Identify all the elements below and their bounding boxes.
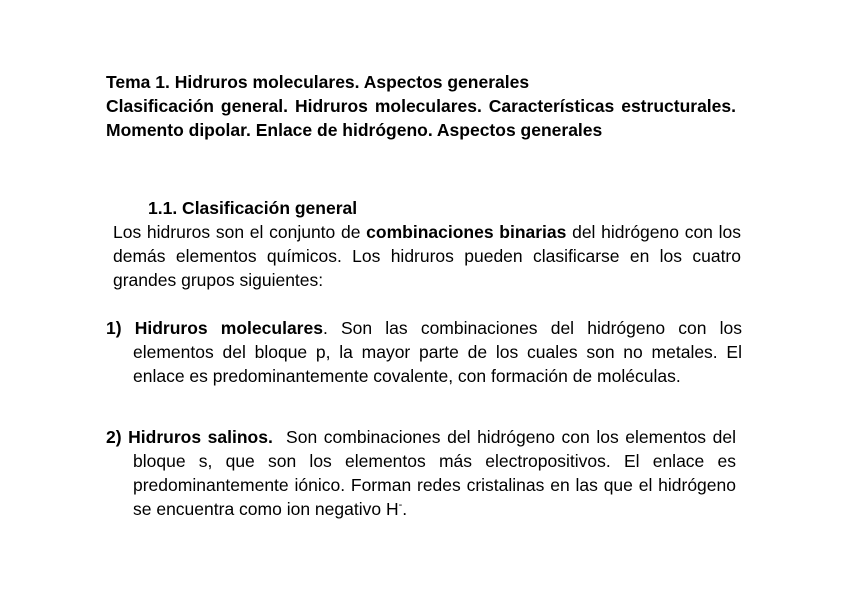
intro-text-start: Los hidruros son el conjunto de (113, 222, 367, 242)
list-item-ending: . (402, 499, 408, 519)
superscript-charge: - (398, 499, 403, 511)
list-item-text: Son combinaciones del hidrógeno con los elementos del bloque s, que son los elementos más electropositivos. El enlace es predominantemente iónico. Forman redes cristalinas en las que el hidrógeno se encuentra como ion negativo H (133, 427, 741, 519)
list-item-text: . Son las combinaciones del hidrógeno con los elementos del bloque p, la mayor parte de los cuales son no metales. El enlace es predominantemente covalente, con formación de moléculas. (133, 318, 742, 386)
list-item-saline-hydrides (106, 425, 741, 521)
list-item-label: 2) Hidruros salinos. (106, 427, 273, 447)
section-intro-paragraph (113, 220, 741, 292)
list-item-molecular-hydrides (106, 316, 742, 388)
document-title: Tema 1. Hidruros moleculares. Aspectos generales (106, 72, 530, 92)
document-heading (106, 70, 736, 142)
section-title: 1.1. Clasificación general (148, 198, 358, 218)
intro-text-end: del hidrógeno con los demás elementos químicos. Los hidruros pueden clasificarse en los cuatro grandes grupos siguientes: (113, 222, 741, 290)
intro-bold-term: combinaciones binarias (366, 222, 567, 242)
list-item-label: 1) Hidruros moleculares (106, 318, 323, 338)
document-subtitle: Clasificación general. Hidruros moleculares. Características estructurales. Momento dipolar. Enlace de hidrógeno. Aspectos generales (106, 96, 736, 140)
